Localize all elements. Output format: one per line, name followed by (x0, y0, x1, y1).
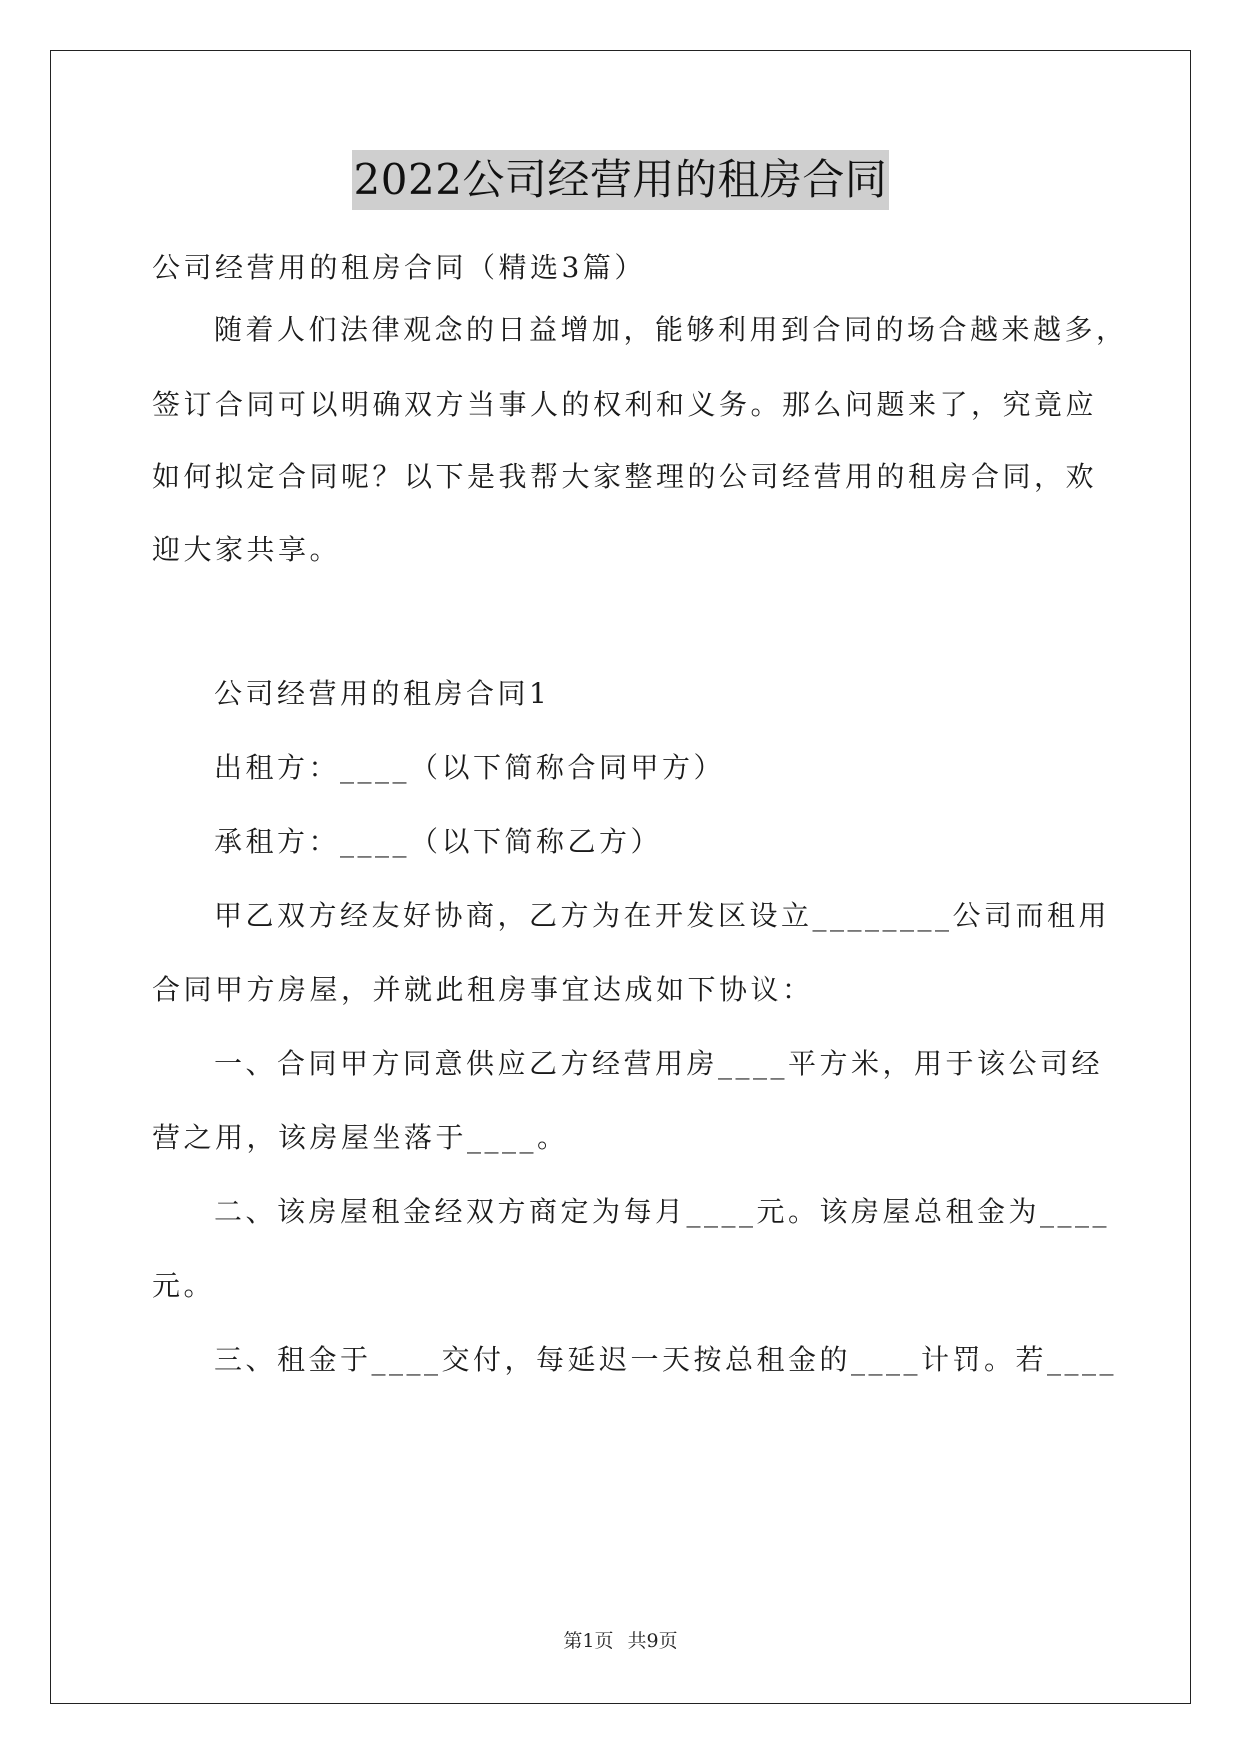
lessee-line: 承租方：____（以下简称乙方） (214, 825, 663, 858)
para1-line-1: 甲乙双方经友好协商，乙方为在开发区设立________公司而租用 (214, 899, 1111, 932)
para1-line-2: 合同甲方房屋，并就此租房事宜达成如下协议： (152, 973, 814, 1006)
contract-heading: 公司经营用的租房合同1 (214, 677, 551, 710)
item1-line-1: 一、合同甲方同意供应乙方经营用房____平方米，用于该公司经 (214, 1047, 1104, 1080)
page-number-current: 第1页 (563, 1630, 614, 1652)
item3-line-1: 三、租金于____交付，每延迟一天按总租金的____计罚。若____ (214, 1343, 1118, 1376)
intro-line-4: 迎大家共享。 (152, 533, 342, 566)
page-border (50, 50, 1191, 1704)
title-container (0, 150, 1241, 210)
lessor-line: 出租方：____（以下简称合同甲方） (214, 751, 726, 784)
item2-line-1: 二、该房屋租金经双方商定为每月____元。该房屋总租金为____ (214, 1195, 1111, 1228)
item1-line-2: 营之用，该房屋坐落于____。 (152, 1121, 569, 1154)
document-title: 2022公司经营用的租房合同 (352, 150, 890, 210)
item2-line-2: 元。 (152, 1269, 216, 1302)
page-footer (0, 1626, 1241, 1653)
intro-line-2: 签订合同可以明确双方当事人的权利和义务。那么问题来了，究竟应 (152, 388, 1098, 421)
document-subtitle: 公司经营用的租房合同（精选3篇） (152, 251, 646, 284)
intro-line-3: 如何拟定合同呢？以下是我帮大家整理的公司经营用的租房合同，欢 (152, 460, 1098, 493)
page-number-total: 共9页 (627, 1630, 678, 1652)
intro-line-1: 随着人们法律观念的日益增加，能够利用到合同的场合越来越多， (214, 313, 1128, 346)
